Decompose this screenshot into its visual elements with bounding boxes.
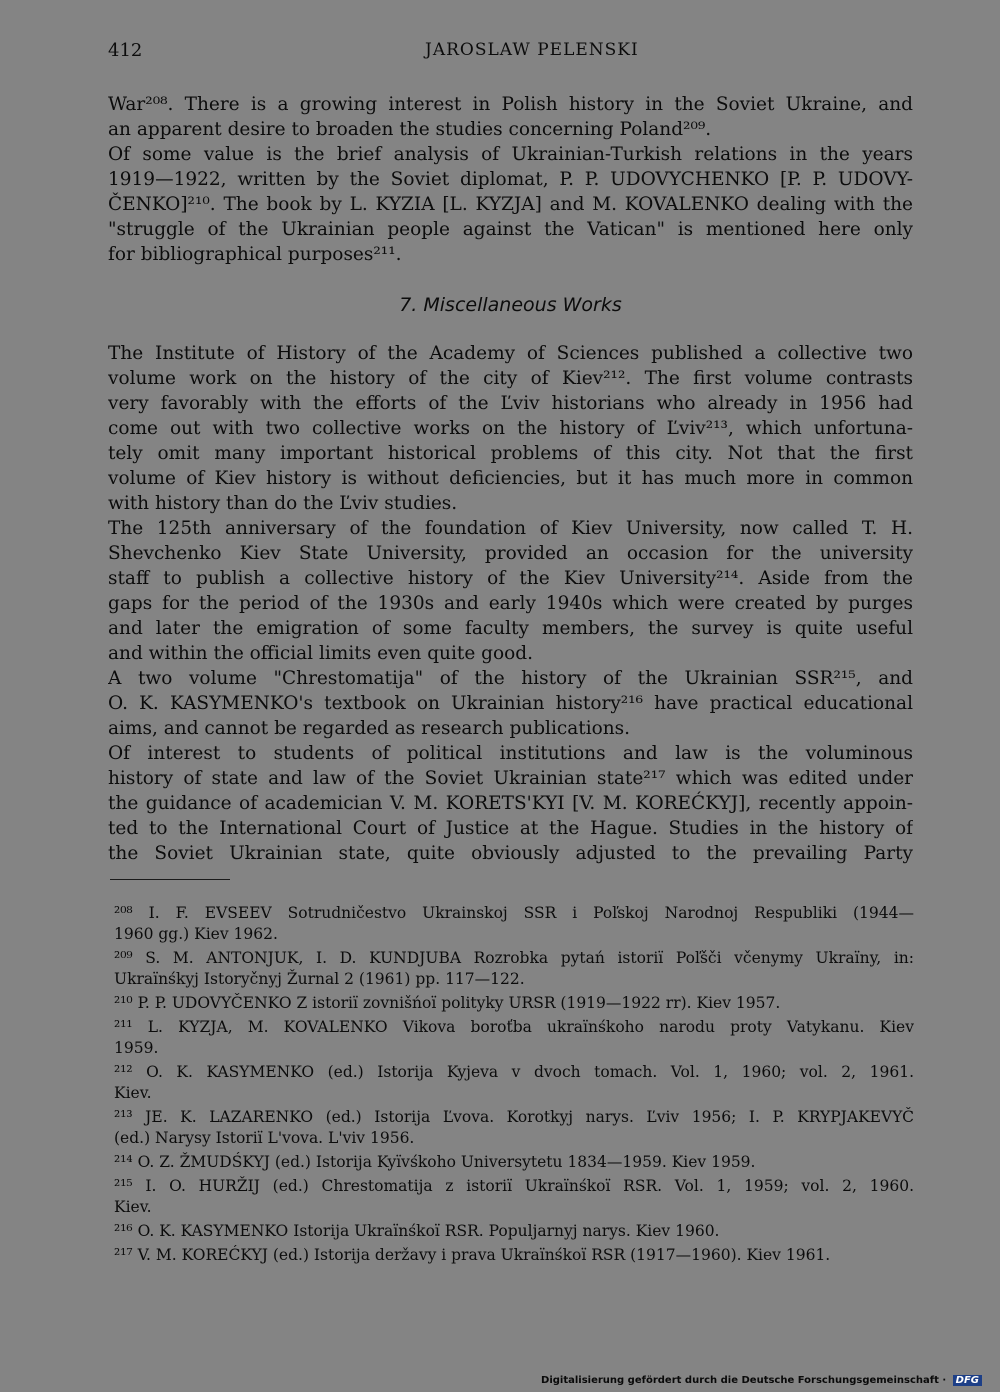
text-line: ČENKO]²¹⁰. The book by L. KYZIA [L. KYZJA] and M. KOVALENKO dealing with the xyxy=(108,194,913,215)
footnotes xyxy=(114,903,914,1269)
text-line: War²⁰⁸. There is a growing interest in Polish history in the Soviet Ukraine, and xyxy=(108,94,913,115)
text-line: come out with two collective works on the history of Ľviv²¹³, which unfortuna- xyxy=(108,418,913,439)
footnote xyxy=(114,1107,914,1149)
text-line: very favorably with the efforts of the Ľviv historians who already in 1956 had xyxy=(108,393,913,414)
intro-paragraphs xyxy=(108,92,913,267)
text-line: "struggle of the Ukrainian people against the Vatican" is mentioned here only xyxy=(108,219,913,240)
footnote-line: Kiev. xyxy=(114,1198,152,1216)
footnote xyxy=(114,1152,914,1173)
footnote-line: Kiev. xyxy=(114,1084,152,1102)
footnote-line: ²¹¹ L. KYZJA, M. KOVALENKO Vikova boroťba ukraïnśkoho narodu proty Vatykanu. Kiev xyxy=(114,1018,914,1036)
text-line: history of state and law of the Soviet Ukrainian state²¹⁷ which was edited under xyxy=(108,768,913,789)
running-head: JAROSLAW PELENSKI xyxy=(425,40,639,60)
text-line: Of some value is the brief analysis of Ukrainian-Turkish relations in the years xyxy=(108,144,913,165)
text-line: and later the emigration of some faculty members, the survey is quite useful xyxy=(108,618,913,639)
text-line: volume work on the history of the city of Kiev²¹². The first volume contrasts xyxy=(108,368,913,389)
footnote xyxy=(114,1245,914,1266)
footnote-line: ²⁰⁹ S. M. ANTONJUK, I. D. KUNDJUBA Rozrobka pytań istoriï Poľšči včenymy Ukraïny, in: xyxy=(114,949,914,967)
text-line: 1919—1922, written by the Soviet diplomat, P. P. UDOVYCHENKO [P. P. UDOVY- xyxy=(108,169,913,190)
footnote xyxy=(114,1221,914,1242)
page-number: 412 xyxy=(108,40,143,61)
text-line: an apparent desire to broaden the studies concerning Poland²⁰⁹. xyxy=(108,119,712,140)
text-line: the guidance of academician V. M. KORETS'KYI [V. M. KOREĆKYJ], recently appoin- xyxy=(108,793,913,814)
credit-text: Digitalisierung gefördert durch die Deutsche Forschungsgemeinschaft · xyxy=(541,1375,947,1386)
footnote-line: (ed.) Narysy Istoriï L'vova. L'viv 1956. xyxy=(114,1129,415,1147)
text-line: O. K. KASYMENKO's textbook on Ukrainian history²¹⁶ have practical educational xyxy=(108,693,913,714)
text-line: tely omit many important historical problems of this city. Not that the first xyxy=(108,443,913,464)
footnote xyxy=(114,948,914,990)
footnote-line: ²¹⁴ O. Z. ŽMUDŚKYJ (ed.) Istorija Kyïvśkoho Universytetu 1834—1959. Kiev 1959. xyxy=(114,1153,756,1171)
footnote-line: ²¹⁰ P. P. UDOVYČENKO Z istoriï zovnišńoï polityky URSR (1919—1922 rr). Kiev 1957. xyxy=(114,994,781,1012)
text-line: Shevchenko Kiev State University, provided an occasion for the university xyxy=(108,543,913,564)
text-line: Of interest to students of political institutions and law is the voluminous xyxy=(108,743,913,764)
body-paragraphs xyxy=(108,341,913,866)
text-line: the Soviet Ukrainian state, quite obviously adjusted to the prevailing Party xyxy=(108,843,913,864)
footnote xyxy=(114,903,914,945)
text-line: A two volume "Chrestomatija" of the history of the Ukrainian SSR²¹⁵, and xyxy=(108,668,913,689)
footnote-line: 1959. xyxy=(114,1039,159,1057)
footnote-rule xyxy=(110,879,230,880)
footnote xyxy=(114,993,914,1014)
footnote-line: ²⁰⁸ I. F. EVSEEV Sotrudničestvo Ukrainskoj SSR i Poľskoj Narodnoj Respubliki (1944— xyxy=(114,904,914,922)
footnote xyxy=(114,1176,914,1218)
footnote-line: Ukraïnśkyj Istoryčnyj Žurnal 2 (1961) pp. 117—122. xyxy=(114,970,525,988)
text-line: aims, and cannot be regarded as research publications. xyxy=(108,718,631,739)
section-heading: 7. Miscellaneous Works xyxy=(399,294,622,316)
text-line: with history than do the Ľviv studies. xyxy=(108,493,458,514)
text-line: volume of Kiev history is without deficiencies, but it has much more in common xyxy=(108,468,913,489)
footnote-line: ²¹⁶ O. K. KASYMENKO Istorija Ukraïnśkoï RSR. Populjarnyj narys. Kiev 1960. xyxy=(114,1222,720,1240)
footnote xyxy=(114,1017,914,1059)
text-line: ted to the International Court of Justice at the Hague. Studies in the history of xyxy=(108,818,913,839)
dfg-logo: DFG xyxy=(953,1375,982,1386)
text-line: staff to publish a collective history of the Kiev University²¹⁴. Aside from the xyxy=(108,568,913,589)
text-line: The 125th anniversary of the foundation of Kiev University, now called T. H. xyxy=(108,518,913,539)
footnote-line: ²¹⁷ V. M. KOREĆKYJ (ed.) Istorija deržavy i prava Ukraïnśkoï RSR (1917—1960). Kiev 1961. xyxy=(114,1246,831,1264)
footnote xyxy=(114,1062,914,1104)
text-line: for bibliographical purposes²¹¹. xyxy=(108,244,402,265)
footnote-line: ²¹⁵ I. O. HURŽIJ (ed.) Chrestomatija z istoriï Ukraïnśkoï RSR. Vol. 1, 1959; vol. 2, 1960. xyxy=(114,1177,914,1195)
text-line: and within the official limits even quite good. xyxy=(108,643,533,664)
digitization-credit xyxy=(541,1375,982,1386)
text-line: The Institute of History of the Academy of Sciences published a collective two xyxy=(108,343,913,364)
text-line: gaps for the period of the 1930s and early 1940s which were created by purges xyxy=(108,593,913,614)
footnote-line: 1960 gg.) Kiev 1962. xyxy=(114,925,278,943)
footnote-line: ²¹³ JE. K. LAZARENKO (ed.) Istorija Ľvova. Korotkyj narys. Ľviv 1956; I. P. KRYPJAKEVYČ xyxy=(114,1108,914,1126)
footnote-line: ²¹² O. K. KASYMENKO (ed.) Istorija Kyjeva v dvoch tomach. Vol. 1, 1960; vol. 2, 1961. xyxy=(114,1063,914,1081)
